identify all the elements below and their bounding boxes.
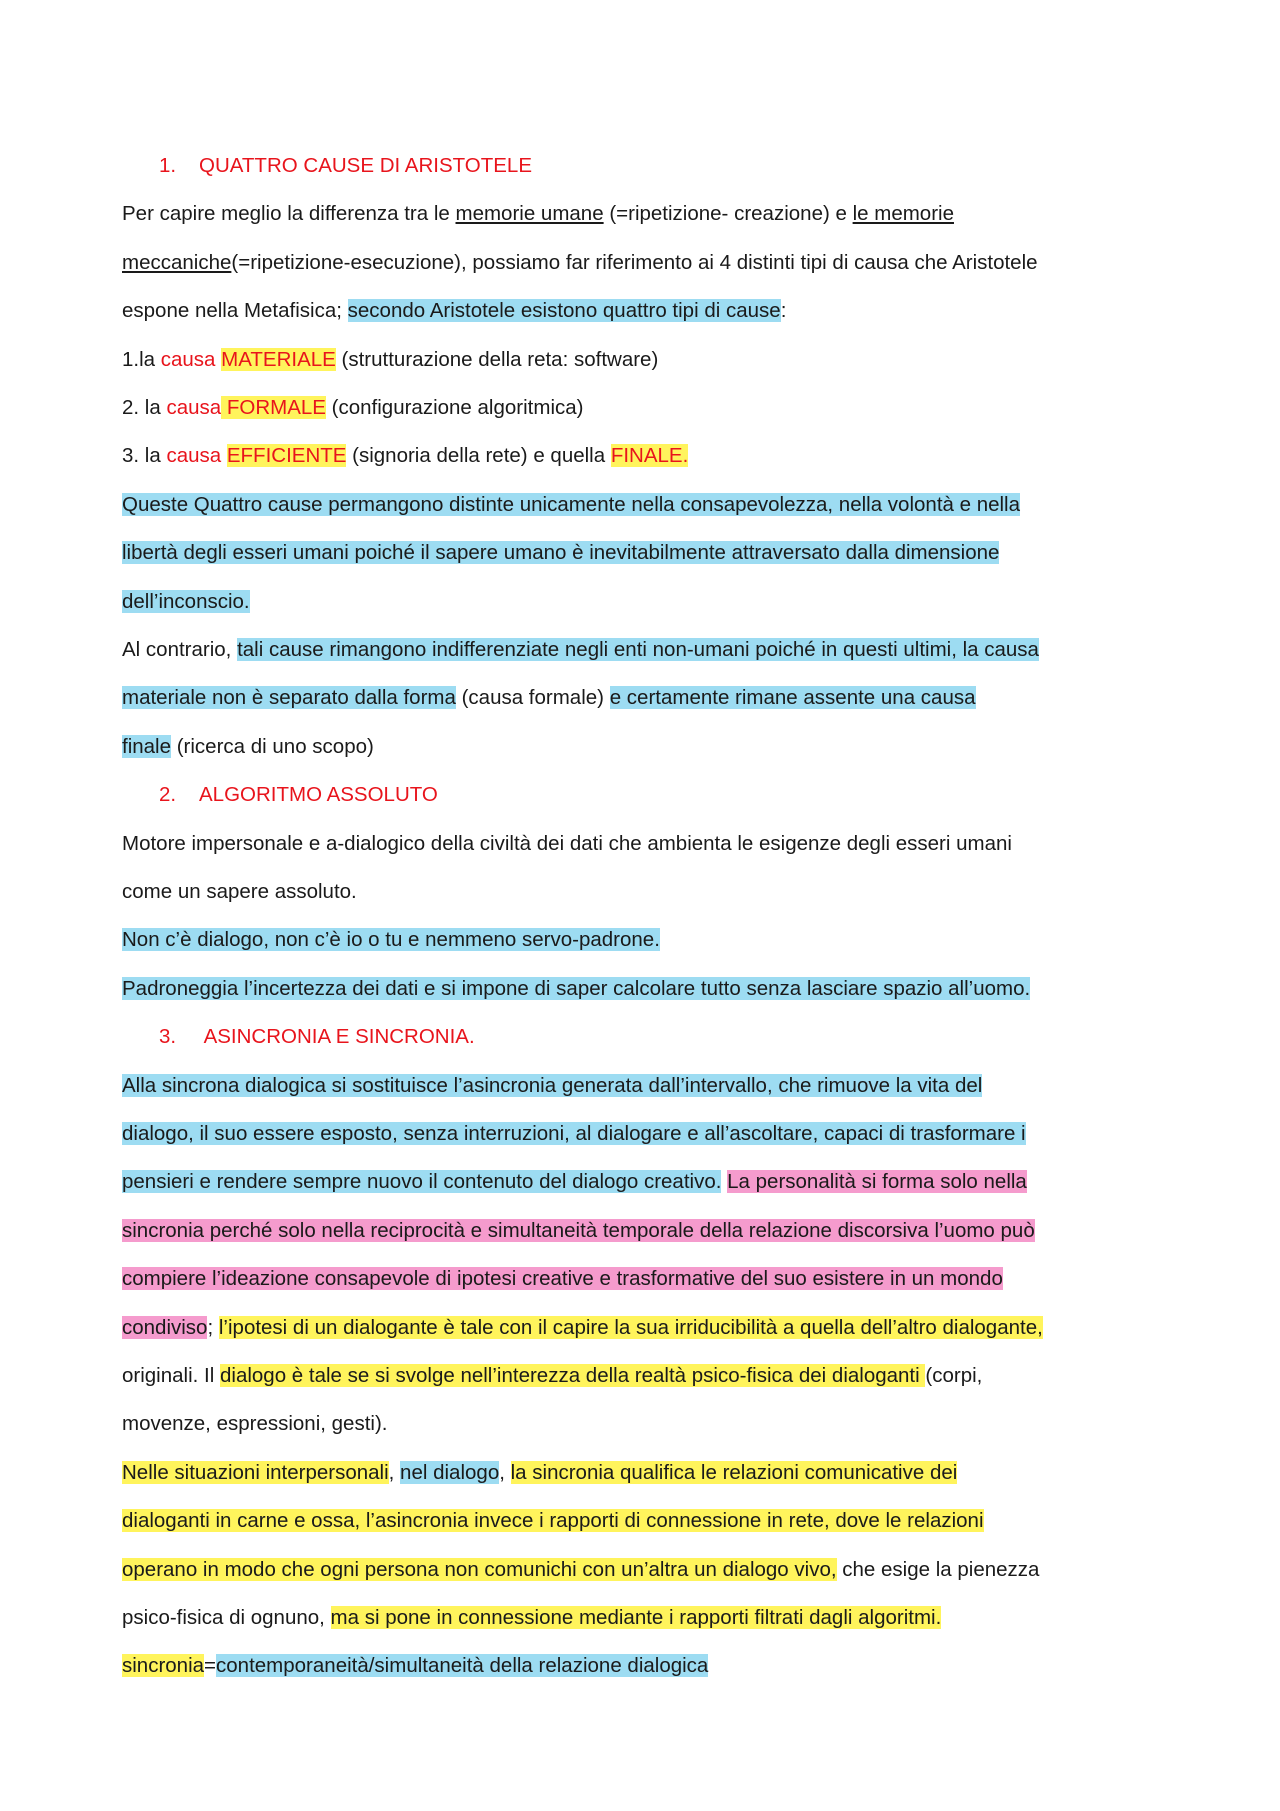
highlighted-text: sincronia perché solo nella reciprocità e simultaneità temporale della relazione discorsiva l’uomo può	[122, 1218, 1035, 1242]
text-line	[122, 538, 999, 568]
text-segment: che esige la pienezza	[836, 1557, 1040, 1581]
highlighted-text: nel dialogo	[400, 1460, 500, 1484]
text-segment: causa	[166, 444, 227, 468]
text-line	[122, 1264, 1003, 1294]
text-segment: :	[780, 299, 787, 323]
text-segment: Per capire meglio la differenza tra le	[122, 202, 456, 226]
text-line	[122, 1651, 708, 1681]
text-segment: =	[204, 1654, 217, 1678]
highlighted-text: l’ipotesi di un dialogante è tale con il capire la sua irriducibilità a quella dell’altro dialogante,	[218, 1315, 1043, 1339]
text-segment: Al contrario,	[122, 638, 238, 661]
text-segment: psico-fisica di ognuno,	[122, 1606, 331, 1629]
text-line	[122, 587, 250, 617]
text-segment: come un sapere assoluto.	[122, 880, 357, 903]
highlighted-text: Nelle situazioni interpersonali	[122, 1460, 389, 1484]
highlighted-text: pensieri e rendere sempre nuovo il contenuto del dialogo creativo.	[122, 1170, 722, 1194]
text-segment: originali. Il	[122, 1364, 220, 1387]
text-line	[122, 925, 660, 955]
highlighted-text: MATERIALE	[221, 347, 336, 371]
highlighted-text: Padroneggia l’incertezza dei dati e si impone di saper calcolare tutto senza lasciare spazio all’uomo.	[122, 976, 1031, 1000]
text-segment: (signoria della rete) e quella	[346, 444, 611, 468]
text-line	[122, 1506, 984, 1536]
underlined-text: memorie umane	[455, 202, 604, 226]
text-line	[122, 490, 1020, 520]
highlighted-text: EFFICIENTE	[226, 444, 347, 468]
heading-text: QUATTRO CAUSE DI ARISTOTELE	[199, 154, 532, 177]
text-line	[122, 441, 688, 471]
highlighted-text: dialogo, il suo essere esposto, senza interruzioni, al dialogare e all’ascoltare, capaci di trasformare i	[122, 1122, 1026, 1145]
highlighted-text: ma si pone in connessione mediante i rapporti filtrati dagli algoritmi.	[330, 1606, 942, 1629]
text-line	[122, 1458, 957, 1488]
underlined-text: meccaniche	[122, 250, 232, 274]
text-line	[122, 1119, 1026, 1149]
heading-number: 2.	[159, 783, 177, 807]
text-line	[122, 1361, 982, 1391]
highlighted-text: dialogo è tale se si svolge nell’interezza della realtà psico-fisica dei dialoganti	[220, 1364, 926, 1387]
highlighted-text: la sincronia qualifica le relazioni comunicative dei	[510, 1460, 958, 1484]
highlighted-text: dialoganti in carne e ossa, l’asincronia invece i rapporti di connessione in rete, dove le relazioni	[122, 1509, 984, 1533]
text-line	[122, 877, 357, 907]
text-line	[122, 829, 1012, 859]
heading-number: 1.	[159, 154, 177, 177]
text-line	[122, 296, 786, 326]
highlighted-text: materiale non è separato dalla forma	[122, 686, 456, 710]
text-line	[122, 199, 954, 229]
highlighted-text: compiere l’ideazione consapevole di ipotesi creative e trasformative del suo esistere in un mondo	[122, 1267, 1003, 1291]
text-segment: (strutturazione della reta: software)	[335, 347, 659, 371]
highlighted-text: La personalità si forma solo nella	[727, 1170, 1027, 1194]
highlighted-text: sincronia	[122, 1654, 205, 1678]
highlighted-text: Alla sincrona dialogica si sostituisce l’asincronia generata dall’intervallo, che rimuove la vita del	[122, 1073, 983, 1097]
text-line	[122, 1555, 1039, 1585]
highlighted-text: secondo Aristotele esistono quattro tipi di cause	[347, 299, 781, 323]
heading-text: ASINCRONIA E SINCRONIA.	[199, 1025, 475, 1049]
text-line	[122, 1071, 982, 1101]
text-segment: movenze, espressioni, gesti).	[122, 1412, 388, 1436]
text-segment: (=ripetizione-esecuzione), possiamo far riferimento ai 4 distinti tipi di causa che Aristotele	[231, 250, 1038, 274]
section-heading	[159, 780, 438, 810]
text-line	[122, 1409, 387, 1439]
text-segment: 3. la	[122, 444, 167, 468]
highlighted-text: dell’inconscio.	[122, 589, 250, 613]
heading-text: ALGORITMO ASSOLUTO	[199, 783, 438, 807]
text-segment: ;	[207, 1315, 219, 1339]
text-line	[122, 1313, 1043, 1343]
heading-number: 3.	[159, 1025, 177, 1049]
text-segment: (causa formale)	[455, 686, 610, 710]
text-segment: (configurazione algoritmica)	[325, 396, 584, 419]
underlined-text: le memorie	[852, 202, 954, 226]
text-segment: (corpi,	[925, 1364, 983, 1387]
highlighted-text: contemporaneità/simultaneità della relazione dialogica	[216, 1654, 709, 1678]
text-line	[122, 683, 976, 713]
highlighted-text: condiviso	[122, 1315, 208, 1339]
text-segment: 1.la	[122, 347, 161, 371]
text-segment: (=ripetizione- creazione) e	[603, 202, 853, 226]
text-segment: causa	[160, 347, 222, 371]
text-line	[122, 1167, 1027, 1197]
text-line	[122, 1216, 1035, 1246]
text-segment: causa	[166, 396, 222, 419]
highlighted-text: libertà degli esseri umani poiché il sapere umano è inevitabilmente attraversato dalla dimensione	[122, 541, 1000, 565]
highlighted-text: tali cause rimangono indifferenziate negli enti non-umani poiché in questi ultimi, la causa	[237, 638, 1039, 661]
text-line	[122, 1603, 941, 1633]
highlighted-text: FORMALE	[221, 396, 326, 419]
highlighted-text: Queste Quattro cause permangono distinte unicamente nella consapevolezza, nella volontà e nella	[122, 492, 1021, 516]
highlighted-text: finale	[122, 734, 172, 758]
text-line	[122, 974, 1030, 1004]
text-line	[122, 248, 1038, 278]
text-line	[122, 345, 658, 375]
text-line	[122, 393, 583, 423]
section-heading	[159, 151, 532, 181]
highlighted-text: operano in modo che ogni persona non comunichi con un’altra un dialogo vivo,	[122, 1557, 837, 1581]
highlighted-text: e certamente rimane assente una causa	[609, 686, 976, 710]
text-line	[122, 635, 1039, 665]
highlighted-text: FINALE.	[610, 444, 689, 468]
text-segment: espone nella Metafisica;	[122, 299, 348, 323]
text-segment: ,	[388, 1460, 401, 1484]
text-segment: (ricerca di uno scopo)	[171, 734, 374, 758]
text-segment: ,	[499, 1460, 511, 1484]
section-heading	[159, 1022, 475, 1052]
text-segment: 2. la	[122, 396, 167, 419]
text-segment: Motore impersonale e a-dialogico della civiltà dei dati che ambienta le esigenze degli esseri umani	[122, 831, 1012, 855]
highlighted-text: Non c’è dialogo, non c’è io o tu e nemmeno servo-padrone.	[122, 928, 660, 952]
text-line	[122, 732, 374, 762]
